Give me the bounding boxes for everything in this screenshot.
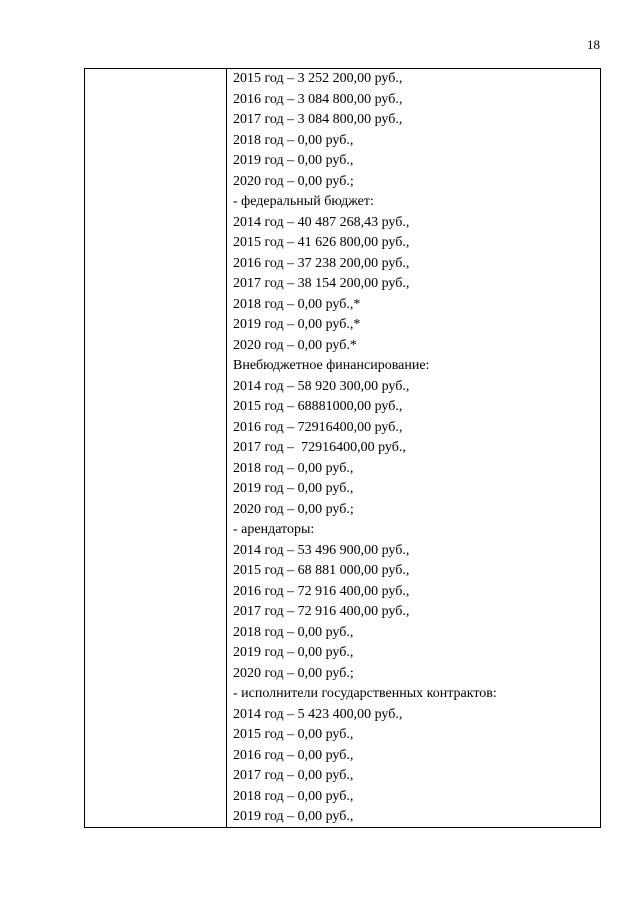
- funding-line: 2017 год – 0,00 руб.,: [233, 768, 354, 783]
- funding-line: 2020 год – 0,00 руб.;: [233, 501, 354, 517]
- page-number: 18: [587, 37, 600, 52]
- funding-line: 2016 год – 72916400,00 руб.,: [233, 419, 403, 435]
- funding-line: 2015 год – 0,00 руб.,: [233, 727, 354, 742]
- funding-line: 2020 год – 0,00 руб.;: [233, 665, 354, 681]
- funding-line: 2018 год – 0,00 руб.,: [233, 132, 354, 148]
- funding-line: 2016 год – 37 238 200,00 руб.,: [233, 255, 410, 271]
- funding-line: 2017 год – 3 084 800,00 руб.,: [233, 112, 403, 127]
- funding-line: 2016 год – 0,00 руб.,: [233, 747, 354, 763]
- funding-line: 2014 год – 40 487 268,43 руб.,: [233, 214, 410, 230]
- funding-line: - исполнители государственных контрактов:: [233, 686, 497, 701]
- funding-line: 2018 год – 0,00 руб.,*: [233, 296, 361, 312]
- funding-line: 2017 год – 72916400,00 руб.,: [233, 440, 406, 455]
- table-right-cell: [227, 69, 600, 827]
- funding-line: 2019 год – 0,00 руб.,: [233, 481, 354, 496]
- funding-line: 2015 год – 68881000,00 руб.,: [233, 399, 403, 414]
- funding-line: 2018 год – 0,00 руб.,: [233, 788, 354, 804]
- funding-line: Внебюджетное финансирование:: [233, 358, 430, 373]
- funding-line: 2015 год – 3 252 200,00 руб.,: [233, 71, 403, 86]
- funding-line: 2014 год – 58 920 300,00 руб.,: [233, 378, 410, 394]
- funding-line: 2018 год – 0,00 руб.,: [233, 460, 354, 476]
- funding-line: 2019 год – 0,00 руб.,: [233, 645, 354, 660]
- funding-line: 2019 год – 0,00 руб.,*: [233, 317, 361, 332]
- funding-line: - федеральный бюджет:: [233, 194, 374, 209]
- funding-line: 2019 год – 0,00 руб.,: [233, 153, 354, 168]
- funding-line: 2015 год – 41 626 800,00 руб.,: [233, 235, 410, 250]
- funding-line: 2020 год – 0,00 руб.;: [233, 173, 354, 189]
- funding-line: 2019 год – 0,00 руб.,: [233, 809, 354, 824]
- funding-line: 2017 год – 38 154 200,00 руб.,: [233, 276, 410, 291]
- funding-line: 2014 год – 53 496 900,00 руб.,: [233, 542, 410, 558]
- funding-line: 2020 год – 0,00 руб.*: [233, 337, 357, 353]
- funding-line: 2016 год – 3 084 800,00 руб.,: [233, 91, 403, 107]
- funding-line: 2017 год – 72 916 400,00 руб.,: [233, 604, 410, 619]
- table-left-cell: [85, 69, 227, 827]
- funding-line: 2018 год – 0,00 руб.,: [233, 624, 354, 640]
- funding-line: 2014 год – 5 423 400,00 руб.,: [233, 706, 403, 722]
- funding-line: - арендаторы:: [233, 522, 315, 537]
- funding-line: 2016 год – 72 916 400,00 руб.,: [233, 583, 410, 599]
- funding-table: [84, 68, 601, 828]
- funding-line: 2015 год – 68 881 000,00 руб.,: [233, 563, 410, 578]
